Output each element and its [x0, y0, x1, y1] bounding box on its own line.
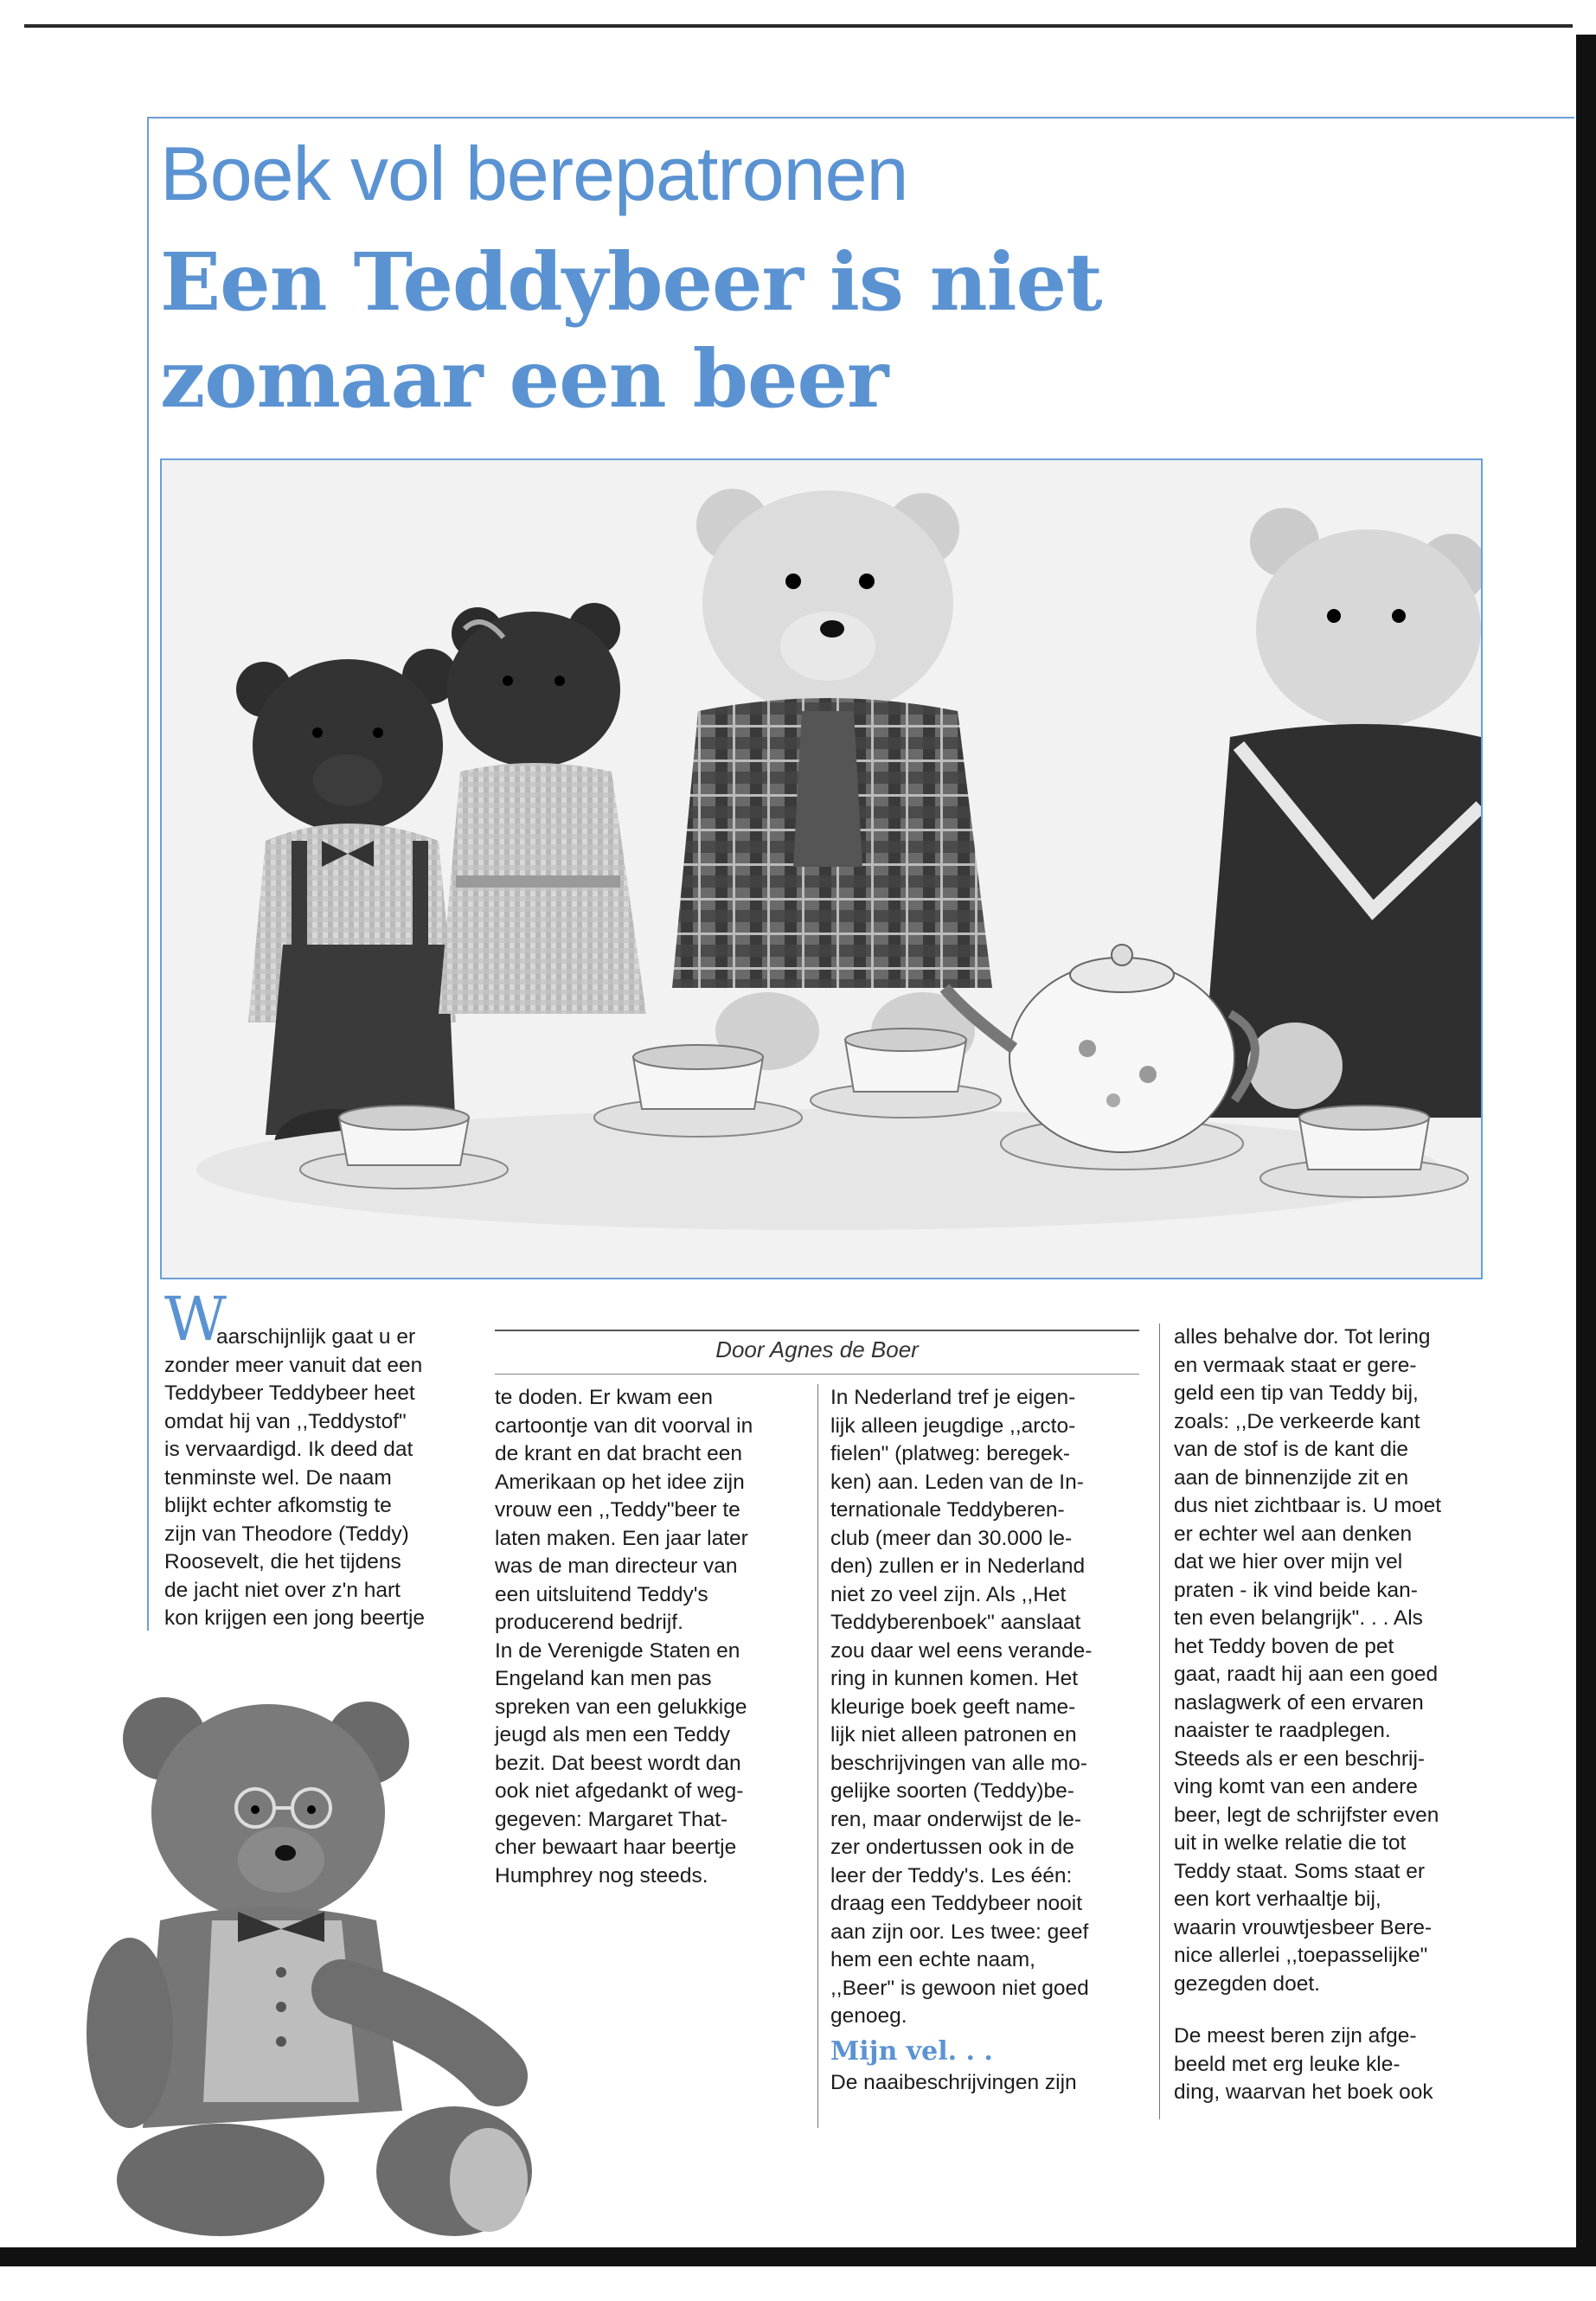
column-4-paragraph-2: De meest beren zijn afge- beeld met erg leuke kle- ding, waarvan het boek ook: [1174, 2024, 1433, 2104]
teddy-with-glasses-photo: [82, 1661, 584, 2253]
scan-edge-right: [1576, 35, 1596, 2249]
column-3-continued: De naaibeschrijvingen zijn: [830, 2070, 1077, 2094]
column-rule-3: [1159, 1324, 1160, 2119]
article-headline: Een Teddybeer is niet zomaar een beer: [160, 235, 1102, 426]
byline: Door Agnes de Boer: [715, 1336, 919, 1362]
byline-rule-top: [495, 1330, 1139, 1331]
header-rule: [147, 117, 1574, 119]
teddy-tea-party-photo: [160, 458, 1483, 1279]
bear-dress: [439, 603, 646, 1014]
column-1-text: aarschijnlijk gaat u er zonder meer vanuit dat een Teddybeer Teddybeer heet omdat hij van ,,Teddystof" is vervaardigd. Ik deed dat tenminste wel. De naam blijkt echter afkomstig te zijn van Theodore (Teddy) Roosevelt, die het tijdens de jacht niet over z'n hart kon krijgen een jong beertje: [164, 1325, 426, 1630]
column-3: [830, 1384, 1142, 2097]
column-2-text: te doden. Er kwam een cartoontje van dit voorval in de krant en dat bracht een Amerikaan op het idee zijn vrouw een ,,Teddy"beer te laten maken. Een jaar later was de man directeur van een uitsluitend Teddy's producerend bedrijf. In de Verenigde Staten en Engeland kan men pas spreken van een gelukkige jeugd als men een Teddy bezit. Dat beest wordt dan ook niet afgedankt of weg- gegeven: Margaret That- cher bewaart haar beertje Humphrey nog steeds.: [495, 1386, 753, 1888]
column-rule-2: [817, 1384, 818, 2128]
column-1: [164, 1324, 476, 1633]
subheading-mijn-vel: Mijn vel. . .: [830, 2035, 993, 2067]
column-3-text: In Nederland tref je eigen- lijk alleen jeugdige ,,arcto- fielen" (platweg: beregek- ken) aan. Leden van de In- ternationale Teddyberen- club (meer dan 30.000 le- den) zullen er in Nederland niet zo veel zijn. Als ,,Het Teddyberenboek" aanslaat zou daar wel eens verande- ring in kunnen komen. Het kleurige boek geeft name- lijk niet alleen patronen en beschrijvingen van alle mo- gelijke soorten (Teddy)be- ren, maar onderwijst de le- zer ondertussen ook in de leer der Teddy's. Les één: draag een Teddybeer nooit aan zijn oor. Les twee: geef hem een echte naam, ,,Beer" is gewoon niet goed genoeg.: [830, 1386, 1093, 2028]
column-4-text: alles behalve dor. Tot lering en vermaak staat er gere- geld een tip van Teddy bij, zoals: ,,De verkeerde kant van de stof is de kant die aan de binnenzijde zit en dus niet zichtbaar is. U moet er echter wel aan denken dat we hier over mijn vel praten - ik vind beide kan- ten even belangrijk". . . Als het Teddy boven de pet gaat, raadt hij aan een goed naslagwerk of een ervaren naaister te raadplegen. Steeds als er een beschrij- ving komt van een andere beer, legt de schrijfster even uit in welke relatie die tot Teddy staat. Soms staat er een kort verhaaltje bij, waarin vrouwtjesbeer Bere- nice allerlei ,,toepasselijke" gezegden doet.: [1174, 1325, 1442, 1996]
bear-plaid: [672, 489, 992, 1070]
left-margin-rule: [147, 117, 149, 1631]
bear-overalls: [236, 649, 458, 1178]
column-4: [1174, 1324, 1485, 2107]
article-kicker: Boek vol berepatronen: [160, 131, 908, 216]
drop-cap: W: [164, 1284, 227, 1355]
byline-rule-bottom: [495, 1374, 1139, 1375]
scan-edge-top: [24, 24, 1573, 28]
